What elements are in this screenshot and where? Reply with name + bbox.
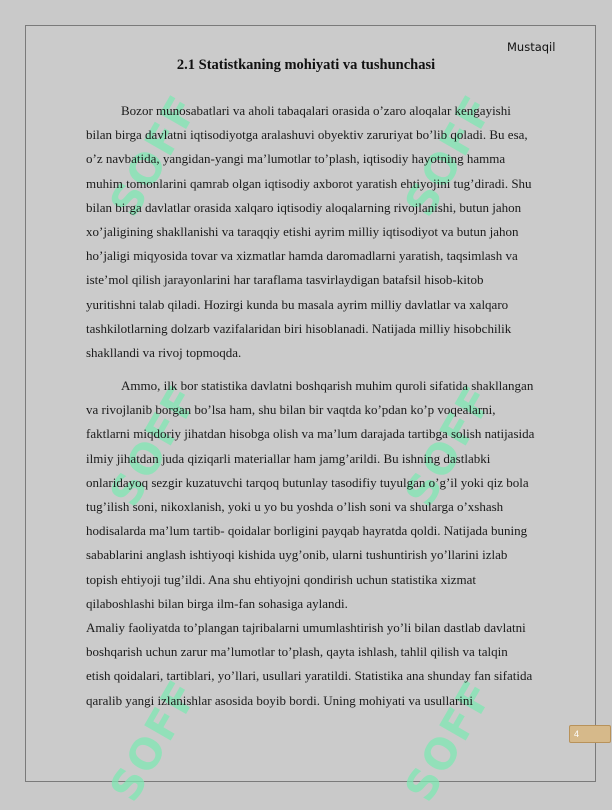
watermark-logo: SOFF xyxy=(100,376,209,515)
text-line: Bozor munosabatlari va aholi tabaqalari orasida o’zaro aloqalar kengayishi xyxy=(121,103,511,118)
text-line: va rivojlanib borgan bo’lsa ham, shu bilan bir vaqtda ko’pdan ko’p voqealarni, xyxy=(86,402,496,418)
text-line: boshqarish uchun zarur ma’lumotlar to’plash, qayta ishlash, tahlil qilish va talqin xyxy=(86,644,508,660)
document-body xyxy=(86,99,572,713)
section-title: 2.1 Statistkaning mohiyati va tushunchasi xyxy=(176,57,436,73)
paragraph-gap xyxy=(86,365,572,374)
text-line: Amaliy faoliyatda to’plangan tajribalarni umumlashtirish yo’li bilan dastlab davlatni xyxy=(86,619,526,635)
paragraph-3 xyxy=(86,616,572,713)
text-line: iste’mol qilish jarayonlarini har taraflama tasvirlaydigan batafsil hisob-kitob xyxy=(86,272,484,288)
text-line: faktlarni miqdoriy jihatdan hisobga olish va ma’lum darajada tartibga solish natijasida xyxy=(86,426,535,442)
watermark-logo: SOFF xyxy=(395,671,504,810)
watermark-logo: SOFF xyxy=(100,86,209,225)
paragraph-1 xyxy=(86,99,572,365)
text-line: Ammo, ilk bor statistika davlatni boshqarish muhim quroli sifatida shakllangan xyxy=(121,378,534,394)
text-line: ho’jaligi miqyosida tovar va xizmatlar hamda daromadlarni yaratish, taqsimlash va xyxy=(86,248,518,264)
text-line: bilan birga davlatlar orasida xalqaro iqtisodiy aloqalarning rivojlanishi, butun jahon xyxy=(86,199,522,215)
text-line: hodisalarda ma’lum tartib- qoidalar borligini payqab hayratda qoldi. Natijada buning xyxy=(86,523,528,539)
paragraph-2 xyxy=(86,374,572,616)
text-line: yuritishni talab qiladi. Hozirgi kunda bu masala ayrim milliy davlatlar va xalqaro xyxy=(86,296,509,312)
watermark-logo: SOFF xyxy=(100,671,209,810)
text-line: xo’jaligining shakllanishi va taraqqiy etishi ayrim milliy iqtisodiyot va butun jahon xyxy=(86,223,519,239)
text-line: sabablarini anglash ishtiyoqi kishida uyg’onib, ularni tushuntirish yo’llarini izlab xyxy=(86,547,508,563)
text-line: bilan birga davlatni iqtisodiyotga aralashuvi obyektiv zaruriyat bo’lib qoladi. Bu esa, xyxy=(86,127,528,143)
text-line: muhim tomonlarini qamrab olgan iqtisodiy axborot yaratish ehtiyojini tug’diradi. Shu xyxy=(86,175,532,191)
watermark-logo: SOFF xyxy=(395,376,504,515)
text-line: tashkilotlarning dolzarb vazifalaridan biri hisoblanadi. Natijada milliy hisobchilik xyxy=(86,320,512,336)
text-line: qaralib yangi izlanishlar asosida boyib bordi. Uning mohiyati va usullarini xyxy=(86,692,474,708)
text-line: qilaboshlashi bilan birga ilm-fan sohasiga aylandi. xyxy=(86,595,348,611)
text-line: topish ehtiyoji tug’ildi. Ana shu ehtiyojni qondirish uchun statistika xizmat xyxy=(86,571,476,587)
text-line: ilmiy jihatdan juda qiziqarli materiallar ham jamg’arildi. Bu ishning dastlabki xyxy=(86,450,491,466)
text-line: shakllandi va rivoj topmoqda. xyxy=(86,344,242,360)
text-line: tug’ilish soni, nikoxlanish, yoki u yo bu yoshda o’lish soni va shularga o’xshash xyxy=(86,499,504,514)
page-number-badge: 4 xyxy=(569,725,611,743)
header-label: Mustaqil xyxy=(507,40,556,54)
text-line: onlaridayoq sezgir kuzatuvchi tarqoq butunlay tasodifiy tuyulgan o’g’il yoki qiz bola xyxy=(86,474,529,490)
text-line: etish qoidalari, tartiblari, yo’llari, usullari yaratildi. Statistika ana shunday fan sifatida xyxy=(86,668,533,684)
watermark-logo: SOFF xyxy=(395,86,504,225)
text-line: o’z navbatida, yangidan-yangi ma’lumotlar to’plash, iqtisodiy hayotning hamma xyxy=(86,151,506,167)
